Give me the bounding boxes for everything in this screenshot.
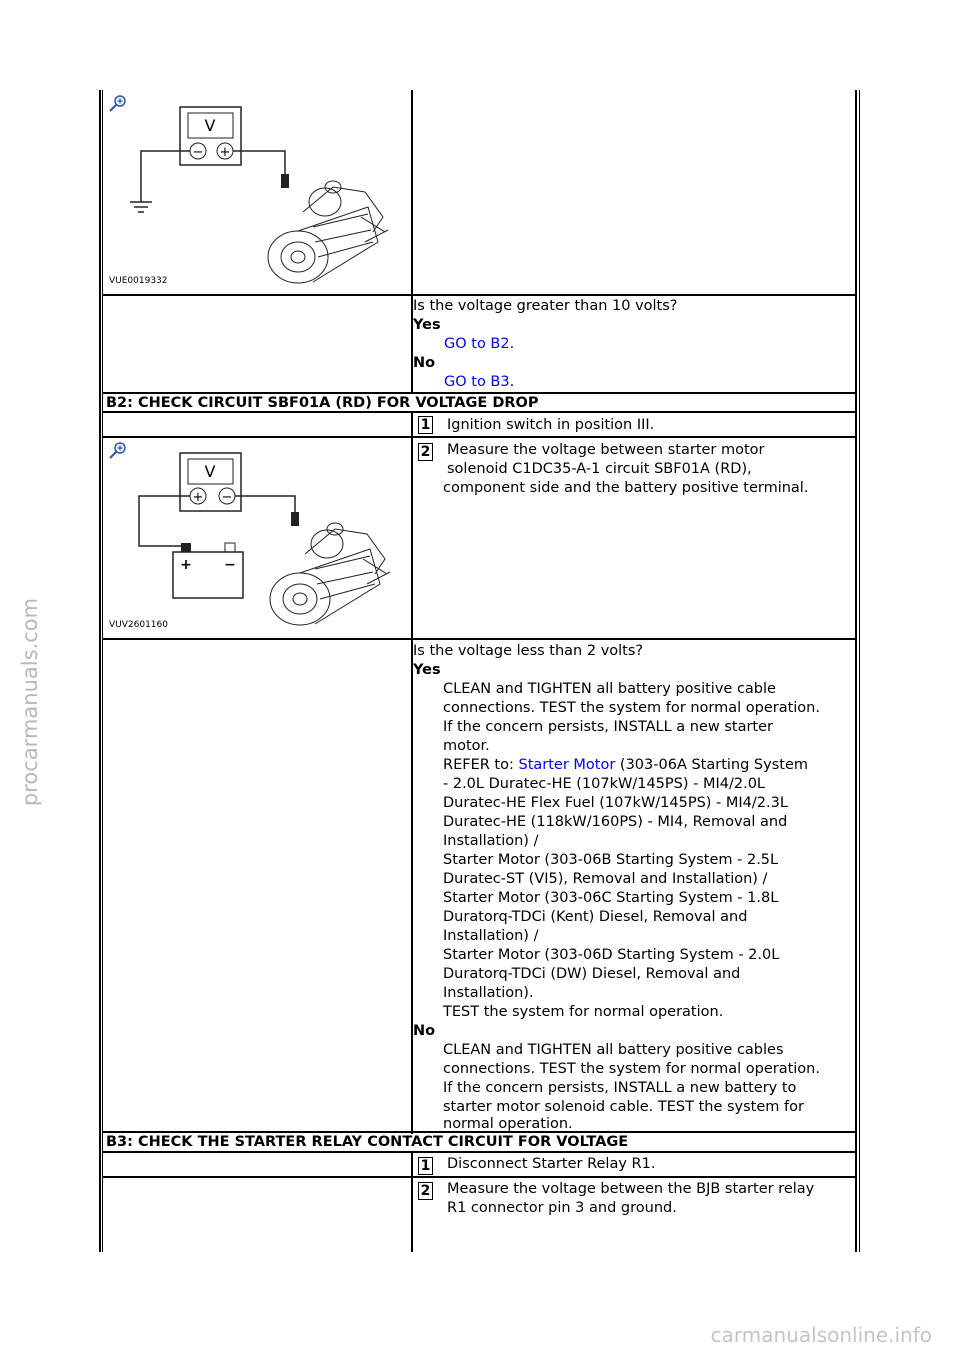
b2-refer-line: Duratorq-TDCi (Kent) Diesel, Removal and <box>443 909 748 925</box>
voltmeter-diagram <box>103 92 409 292</box>
b2-no-line: normal operation. <box>443 1116 573 1132</box>
b2-refer-line: Installation) / <box>443 928 539 944</box>
plus-terminal: + <box>192 490 204 505</box>
b2-no-line: CLEAN and TIGHTEN all battery positive cables <box>443 1042 784 1058</box>
col-separator-3 <box>411 1152 413 1252</box>
page-border-right <box>855 90 857 1252</box>
page-border-left <box>99 90 101 1252</box>
go-to-b3-link[interactable]: GO to B3 <box>444 374 510 390</box>
b3-step1-number: 1 <box>418 1157 433 1175</box>
b2-step2-line: Measure the voltage between starter motor <box>447 442 765 458</box>
b2-refer-line <box>443 756 808 775</box>
b2-refer-line: - 2.0L Duratec-HE (107kW/145PS) - MI4/2.0L <box>443 776 765 792</box>
b2-no-line: connections. TEST the system for normal operation. <box>443 1061 820 1077</box>
b2-refer-line: Duratec-HE (118kW/160PS) - MI4, Removal and <box>443 814 788 830</box>
refer-prefix: REFER to: <box>443 757 519 773</box>
period: . <box>509 374 515 390</box>
b1-yes-label: Yes <box>413 317 441 333</box>
figure-voltmeter-ground <box>103 92 409 292</box>
figure-id: VUE0019332 <box>109 276 168 286</box>
side-watermark: procarmanuals.com <box>18 597 42 807</box>
b3-step2-number: 2 <box>418 1182 433 1200</box>
b2-step2-line: component side and the battery positive terminal. <box>443 480 809 496</box>
b2-refer-line: Duratec-HE Flex Fuel (107kW/145PS) - MI4/2.3L <box>443 795 788 811</box>
b1-yes-action-line <box>444 335 514 354</box>
b2-refer-line: TEST the system for normal operation. <box>443 1004 724 1020</box>
row-rule <box>103 638 855 640</box>
b2-step1-text: Ignition switch in position III. <box>447 417 655 433</box>
b2-no-line: starter motor solenoid cable. TEST the system for <box>443 1099 804 1115</box>
row-rule <box>103 436 855 438</box>
starter-motor-link[interactable]: Starter Motor <box>518 757 616 773</box>
b2-refer-line: Starter Motor (303-06D Starting System - 2.0L <box>443 947 780 963</box>
b2-yes-line: If the concern persists, INSTALL a new starter <box>443 719 773 735</box>
b1-no-action-line <box>444 373 514 392</box>
b3-step1-text: Disconnect Starter Relay R1. <box>447 1156 656 1172</box>
col-separator-1 <box>411 90 413 394</box>
b3-heading: B3: CHECK THE STARTER RELAY CONTACT CIRCUIT FOR VOLTAGE <box>106 1134 629 1150</box>
b2-no-label: No <box>413 1023 436 1039</box>
row-rule <box>103 294 855 296</box>
meter-letter: V <box>204 116 216 135</box>
refer-suffix: (303-06A Starting System <box>615 757 808 773</box>
b3-step2-line: R1 connector pin 3 and ground. <box>447 1200 677 1216</box>
period: . <box>509 336 515 352</box>
b1-no-label: No <box>413 355 436 371</box>
b1-question: Is the voltage greater than 10 volts? <box>413 298 678 314</box>
b2-refer-line: Starter Motor (303-06C Starting System - 1.8L <box>443 890 779 906</box>
battery-plus: + <box>180 557 192 573</box>
minus-terminal: − <box>192 145 204 160</box>
row-rule <box>103 1176 855 1178</box>
meter-letter: V <box>204 462 216 481</box>
b2-heading: B2: CHECK CIRCUIT SBF01A (RD) FOR VOLTAGE DROP <box>106 395 539 411</box>
page-border-right-outer <box>859 90 860 1252</box>
b2-no-line: If the concern persists, INSTALL a new battery to <box>443 1080 797 1096</box>
minus-terminal: − <box>221 490 233 505</box>
figure-voltmeter-battery <box>103 439 409 637</box>
b2-yes-line: connections. TEST the system for normal operation. <box>443 700 820 716</box>
b2-refer-line: Starter Motor (303-06B Starting System - 2.5L <box>443 852 779 868</box>
b2-refer-line: Installation) / <box>443 833 539 849</box>
bottom-watermark: carmanualsonline.info <box>710 1323 932 1347</box>
b2-step2-number: 2 <box>418 443 433 461</box>
b2-yes-line: CLEAN and TIGHTEN all battery positive cable <box>443 681 776 697</box>
go-to-b2-link[interactable]: GO to B2 <box>444 336 510 352</box>
b2-step2-line: solenoid C1DC35-A-1 circuit SBF01A (RD), <box>447 461 752 477</box>
battery-minus: − <box>224 557 236 573</box>
figure-id: VUV2601160 <box>109 620 168 630</box>
b2-refer-line: Installation). <box>443 985 534 1001</box>
b2-question: Is the voltage less than 2 volts? <box>413 643 644 659</box>
b2-step1-number: 1 <box>418 416 433 434</box>
plus-terminal: + <box>219 145 231 160</box>
voltmeter-battery-diagram <box>103 439 409 637</box>
b2-yes-label: Yes <box>413 662 441 678</box>
b2-refer-line: Duratec-ST (VI5), Removal and Installation) / <box>443 871 768 887</box>
b3-step2-line: Measure the voltage between the BJB starter relay <box>447 1181 815 1197</box>
b2-refer-line: Duratorq-TDCi (DW) Diesel, Removal and <box>443 966 741 982</box>
b2-yes-line: motor. <box>443 738 490 754</box>
